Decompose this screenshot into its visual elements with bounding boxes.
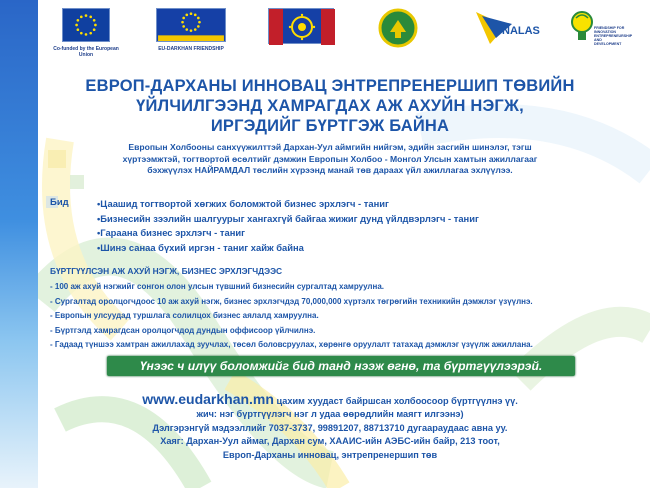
page-title [40, 76, 620, 136]
star-icon [197, 25, 200, 28]
registered-item: - Бүртгэлд хамрагдсан оролцогчдод дундын оффисоор үйлчилнэ. [50, 325, 316, 335]
bulb-caption: FRIENDSHIP FOR INNOVATION ENTREPRENEURSHIP AND DEVELOPMENT [594, 26, 633, 46]
star-icon [85, 14, 88, 17]
bid-item: •Бизнесийн зээлийн шалгуурыг хангахгүй байгаа жижиг дунд үйлдвэрлэгч - таниг [97, 212, 479, 224]
bid-list [97, 197, 567, 255]
star-icon [77, 19, 80, 22]
star-icon [185, 14, 188, 17]
green-circle-logo [378, 8, 420, 53]
darkhan-emblem-icon [268, 8, 334, 44]
intro-line-3: бэхжүүлэх НАЙРАМДАЛ төслийн хүрээнд манай төв дараах үйл ажиллагаа эхлүүлээ. [147, 165, 513, 175]
eu-darkhan-friendship-logo [148, 8, 234, 52]
registered-list [50, 280, 640, 353]
star-icon [194, 28, 197, 31]
footer-phones: Дэлгэрэнгүй мэдээллийг 7037-3737, 99891207, 88713710 дугаараудаас авна уу. [152, 422, 508, 433]
bid-item: •Цаашид тогтвортой хөгжих боломжтой бизнес эрхлэгч - таниг [97, 198, 389, 209]
nalas-logo [472, 8, 540, 53]
registered-item: - 100 аж ахуй нэгжийг сонгон олон улсын түвшний бизнесийн сургалтад хамруулна. [50, 282, 385, 291]
star-icon [182, 25, 185, 28]
eu-caption: Co-funded by the European Union [53, 46, 119, 58]
slogan-banner: Үнээс ч илүү боломжийг бид танд нээж өгнө, та бүртгүүлээрэй. [107, 356, 575, 376]
eu-flag-logo [50, 8, 122, 58]
intro-line-2: хүртээмжтэй, тогтвортой өсөлтийг дэмжин Европын Холбоо - Монгол Улсын хамтын ажиллагааг [122, 153, 538, 164]
nalas-text: NALAS [502, 25, 540, 37]
title-line-3: ИРГЭДИЙГ БҮРТГЭЖ БАЙНА [210, 117, 450, 135]
star-icon [181, 21, 184, 24]
star-icon [80, 16, 83, 19]
friendship-flag-icon [156, 8, 226, 42]
star-icon [93, 19, 96, 22]
green-circle-icon [378, 8, 418, 48]
footer-url-rest: цахим хуудаст байршсан холбоосоор бүртгүүлнэ үү. [273, 396, 518, 406]
star-icon [85, 33, 88, 36]
title-line-2: ҮЙЛЧИЛГЭЭНД ХАМРАГДАХ АЖ АХУЙН НЭГЖ, [136, 97, 524, 115]
footer-note: жич: нэг бүртгүүлэгч нэг л удаа өөрөдлийн маягт илгээнэ) [196, 409, 464, 419]
bid-label: Бид [50, 197, 69, 208]
star-icon [89, 32, 92, 35]
star-icon [185, 28, 188, 31]
nalas-icon [472, 8, 540, 48]
lightbulb-logo [568, 8, 633, 53]
star-icon [75, 24, 78, 27]
footer-center-name: Европ-Дарханы инновац, энтрепренершип төв [222, 449, 438, 460]
friendship-caption: EU-DARKHAN FRIENDSHIP [158, 46, 224, 52]
darkhan-emblem-logo [268, 8, 336, 44]
star-icon [93, 28, 96, 31]
star-icon [190, 29, 193, 32]
eu-flag-icon [62, 8, 110, 42]
title-line-1: ЕВРОП-ДАРХАНЫ ИННОВАЦ ЭНТРЕПРЕНЕРШИП ТӨВИЙН [85, 77, 575, 95]
star-icon [182, 17, 185, 20]
bid-item: •Гараана бизнес эрхлэгч - таниг [97, 227, 246, 238]
footer-address: Хаяг: Дархан-Уул аймаг, Дархан сум, ХААИС-ийн АЭБС-ийн байр, 213 тоот, [160, 436, 500, 446]
logo-row [40, 8, 640, 68]
star-icon [89, 16, 92, 19]
star-icon [94, 24, 97, 27]
star-icon [190, 12, 193, 15]
website-link[interactable]: www.eudarkhan.mn [142, 391, 274, 407]
star-icon [80, 32, 83, 35]
star-icon [197, 17, 200, 20]
bid-item: •Шинэ санаа бүхий иргэн - таниг хайж байна [97, 241, 304, 253]
registered-heading: БҮРТГҮҮЛСЭН АЖ АХУЙ НЭГЖ, БИЗНЕС ЭРХЛЭГЧДЭЭС [50, 266, 283, 276]
star-icon [194, 14, 197, 17]
intro-line-1: Европын Холбооны санхүүжилттэй Дархан-Уул аймгийн нийгэм, эдийн засгийн шинэлэг, тэгш [128, 142, 532, 152]
footer-url-line [40, 392, 620, 408]
intro-paragraph [95, 142, 565, 177]
registered-item: - Европын улсуудад туршлага солилцох бизнес аялалд хамруулна. [50, 311, 319, 320]
registered-item: - Сургалтад оролцогчдоос 10 аж ахуй нэгж, бизнес эрхлэгчдэд 70,000,000 хүртэлх төгрөгийн техникийн дэмжлэг үзүүлнэ. [50, 296, 533, 306]
registered-item: - Гадаад түншээ хамтран ажиллахад зуучлах, төсөл боловсруулах, хөрөнгө оруулалт татахад дэмжлэг үзүүлж ажиллана. [50, 340, 533, 349]
star-icon [198, 21, 201, 24]
star-icon [77, 28, 80, 31]
footer-info [40, 392, 620, 462]
